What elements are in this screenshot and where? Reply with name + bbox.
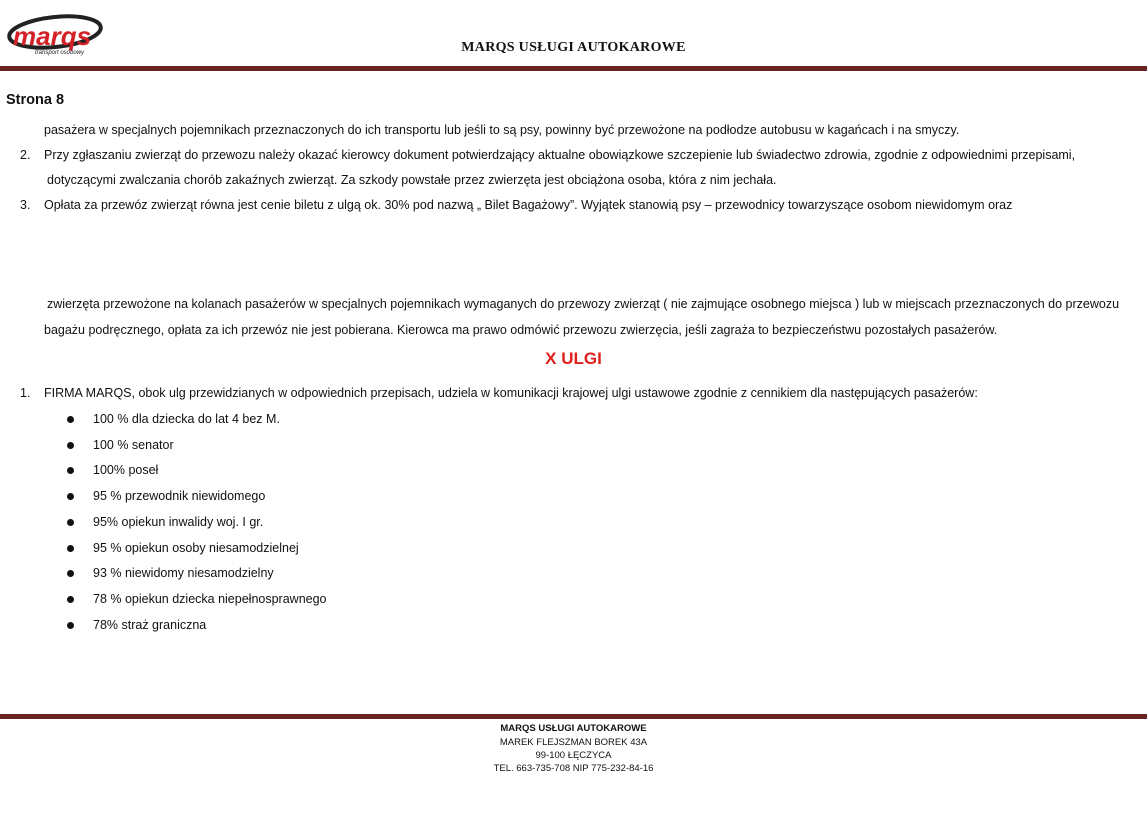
bullet-icon (67, 622, 74, 629)
list-item: 78 % opiekun dziecka niepełnosprawnego (93, 592, 327, 606)
paragraph-line: dotyczącymi zwalczania chorób zakaźnych zwierząt. Za szkody powstałe przez zwierzęta jest obciążona osoba, która z nim jechała. (47, 173, 777, 187)
footer-address-line: 99-100 ŁĘCZYCA (535, 750, 612, 761)
bullet-icon (67, 545, 74, 552)
header-rule (0, 66, 1147, 71)
footer-contact: TEL. 663-735-708 NIP 775-232-84-16 (493, 763, 654, 774)
bullet-icon (67, 467, 74, 474)
section-item-text: FIRMA MARQS, obok ulg przewidzianych w odpowiednich przepisach, udziela w komunikacji krajowej ulgi ustawowe zgodnie z cennikiem dla następujących pasażerów: (44, 386, 978, 400)
list-item: 100 % senator (93, 438, 174, 452)
bullet-icon (67, 493, 74, 500)
paragraph-line: Przy zgłaszaniu zwierząt do przewozu należy okazać kierowcy dokument potwierdzający aktualne obowiązkowe szczepienie lub świadectwo zdrowia, zgodnie z odpowiednimi przepisami, (44, 148, 1076, 162)
page-label: Strona 8 (6, 92, 65, 108)
list-number: 3. (20, 198, 31, 212)
footer-rule (0, 714, 1147, 719)
header-title: MARQS USŁUGI AUTOKAROWE (461, 40, 686, 55)
paragraph-line: pasażera w specjalnych pojemnikach przeznaczonych do ich transportu lub jeśli to są psy, powinny być przewożone na podłodze autobusu w kagańcach i na smyczy. (44, 123, 960, 137)
list-item: 78% straż graniczna (93, 618, 207, 632)
paragraph-line: zwierzęta przewożone na kolanach pasażerów w specjalnych pojemnikach wymaganych do przewozy zwierząt ( nie zajmujące osobnego miejsca ) lub w miejscach przeznaczonych do przewozu (47, 297, 1120, 311)
bullet-icon (67, 596, 74, 603)
section-title: X ULGI (545, 349, 602, 368)
list-item: 93 % niewidomy niesamodzielny (93, 566, 274, 580)
list-number: 2. (20, 148, 31, 162)
list-item: 95% opiekun inwalidy woj. I gr. (93, 515, 264, 529)
footer-company: MARQS USŁUGI AUTOKAROWE (500, 723, 647, 734)
list-number: 1. (20, 386, 31, 400)
list-item: 95 % opiekun osoby niesamodzielnej (93, 541, 299, 555)
bullet-icon (67, 442, 74, 449)
bullet-icon (67, 416, 74, 423)
paragraph-line: bagażu podręcznego, opłata za ich przewóz nie jest pobierana. Kierowca ma prawo odmówić przewozu zwierzęcia, jeśli zagraża to bezpieczeństwu pozostałych pasażerów. (44, 323, 998, 337)
bullet-icon (67, 570, 74, 577)
list-item: 100% poseł (93, 463, 159, 477)
paragraph-line: Opłata za przewóz zwierząt równa jest cenie biletu z ulgą ok. 30% pod nazwą „ Bilet Bagażowy”. Wyjątek stanowią psy – przewodnicy towarzyszące osobom niewidomym oraz (44, 198, 1013, 212)
bullet-icon (67, 519, 74, 526)
logo-wordmark: marqs (13, 21, 92, 51)
footer-address-line: MAREK FLEJSZMAN BOREK 43A (499, 737, 648, 748)
logo-tagline: transport osobowy (35, 50, 85, 56)
list-item: 100 % dla dziecka do lat 4 bez M. (93, 412, 280, 426)
list-item: 95 % przewodnik niewidomego (93, 489, 266, 503)
